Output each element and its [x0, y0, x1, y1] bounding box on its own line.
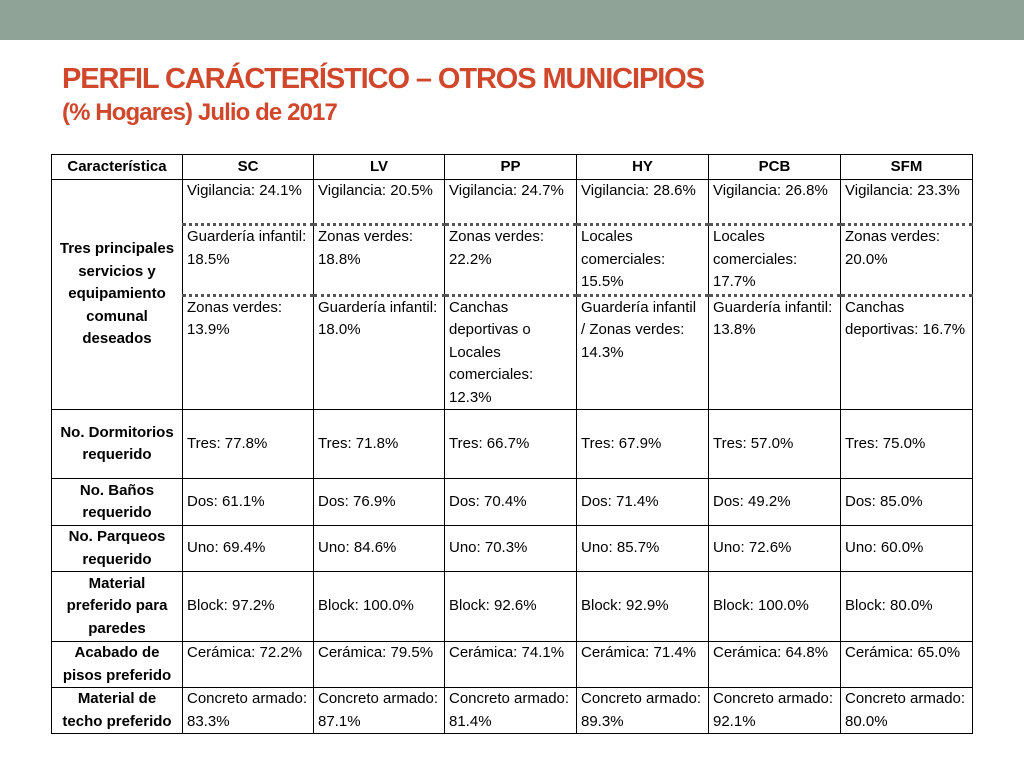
- table-cell: Vigilancia: 26.8%: [709, 180, 841, 225]
- table-row: [52, 410, 973, 479]
- table-cell: Tres: 77.8%: [183, 410, 314, 479]
- table-cell: Uno: 84.6%: [314, 526, 445, 572]
- table-cell: Cerámica: 74.1%: [445, 642, 577, 688]
- table-cell: Guardería infantil / Zonas verdes: 14.3%: [577, 295, 709, 410]
- table-cell: Concreto armado: 92.1%: [709, 688, 841, 734]
- top-bar: [0, 0, 1024, 40]
- table-cell: Dos: 85.0%: [841, 479, 973, 526]
- table-cell: Guardería infantil: 18.0%: [314, 295, 445, 410]
- header-sfm: SFM: [841, 155, 973, 180]
- table-cell: Block: 97.2%: [183, 572, 314, 642]
- table-cell: Dos: 76.9%: [314, 479, 445, 526]
- header-pcb: PCB: [709, 155, 841, 180]
- table-cell: Tres: 57.0%: [709, 410, 841, 479]
- header-sc: SC: [183, 155, 314, 180]
- table-cell: Block: 100.0%: [709, 572, 841, 642]
- table-cell: Tres: 71.8%: [314, 410, 445, 479]
- table-cell: Dos: 71.4%: [577, 479, 709, 526]
- table-row: [52, 688, 973, 734]
- table-header-row: [52, 155, 973, 180]
- table-row: [52, 572, 973, 642]
- table-cell: Dos: 70.4%: [445, 479, 577, 526]
- table-cell: Uno: 70.3%: [445, 526, 577, 572]
- table-cell: Zonas verdes: 13.9%: [183, 295, 314, 410]
- table-cell: Uno: 60.0%: [841, 526, 973, 572]
- table-cell: Concreto armado: 80.0%: [841, 688, 973, 734]
- table-cell: Block: 92.6%: [445, 572, 577, 642]
- table-cell: Concreto armado: 89.3%: [577, 688, 709, 734]
- table-cell: Block: 80.0%: [841, 572, 973, 642]
- header-lv: LV: [314, 155, 445, 180]
- table-cell: Vigilancia: 24.7%: [445, 180, 577, 225]
- header-pp: PP: [445, 155, 577, 180]
- header-caracteristica: Característica: [52, 155, 183, 180]
- table-cell: Uno: 72.6%: [709, 526, 841, 572]
- table-cell: Dos: 61.1%: [183, 479, 314, 526]
- table-cell: Tres: 75.0%: [841, 410, 973, 479]
- row-label-services: Tres principales servicios y equipamiento comunal deseados: [52, 180, 183, 410]
- header-hy: HY: [577, 155, 709, 180]
- row-label-pisos: Acabado de pisos preferido: [52, 642, 183, 688]
- table-cell: Cerámica: 72.2%: [183, 642, 314, 688]
- table-cell: Zonas verdes: 22.2%: [445, 225, 577, 296]
- table-cell: Vigilancia: 24.1%: [183, 180, 314, 225]
- table-row: [52, 295, 973, 410]
- row-label-techo: Material de techo preferido: [52, 688, 183, 734]
- table-cell: Zonas verdes: 18.8%: [314, 225, 445, 296]
- table-cell: Block: 100.0%: [314, 572, 445, 642]
- row-label-paredes: Material preferido para paredes: [52, 572, 183, 642]
- table-cell: Dos: 49.2%: [709, 479, 841, 526]
- table-row: [52, 180, 973, 225]
- table-cell: Cerámica: 71.4%: [577, 642, 709, 688]
- table-cell: Concreto armado: 81.4%: [445, 688, 577, 734]
- row-label-dormitorios: No. Dormitorios requerido: [52, 410, 183, 479]
- table-cell: Concreto armado: 83.3%: [183, 688, 314, 734]
- table-cell: Zonas verdes: 20.0%: [841, 225, 973, 296]
- table-cell: Canchas deportivas: 16.7%: [841, 295, 973, 410]
- table-cell: Guardería infantil: 18.5%: [183, 225, 314, 296]
- table-cell: Cerámica: 64.8%: [709, 642, 841, 688]
- profile-table: [51, 154, 973, 734]
- table-row: [52, 479, 973, 526]
- table-cell: Cerámica: 65.0%: [841, 642, 973, 688]
- table-cell: Guardería infantil: 13.8%: [709, 295, 841, 410]
- table-cell: Tres: 66.7%: [445, 410, 577, 479]
- table-cell: Locales comerciales: 17.7%: [709, 225, 841, 296]
- table-cell: Vigilancia: 23.3%: [841, 180, 973, 225]
- table-cell: Block: 92.9%: [577, 572, 709, 642]
- table-cell: Canchas deportivas o Locales comerciales: 12.3%: [445, 295, 577, 410]
- table-cell: Locales comerciales: 15.5%: [577, 225, 709, 296]
- table-row: [52, 225, 973, 296]
- slide-title: PERFIL CARÁCTERÍSTICO – OTROS MUNICIPIOS: [62, 63, 704, 95]
- row-label-parqueos: No. Parqueos requerido: [52, 526, 183, 572]
- table-row: [52, 642, 973, 688]
- slide-subtitle: (% Hogares) Julio de 2017: [62, 99, 337, 126]
- table-row: [52, 526, 973, 572]
- row-label-banos: No. Baños requerido: [52, 479, 183, 526]
- table-cell: Cerámica: 79.5%: [314, 642, 445, 688]
- table-cell: Uno: 85.7%: [577, 526, 709, 572]
- table-cell: Vigilancia: 20.5%: [314, 180, 445, 225]
- table-cell: Tres: 67.9%: [577, 410, 709, 479]
- table-cell: Vigilancia: 28.6%: [577, 180, 709, 225]
- table-cell: Concreto armado: 87.1%: [314, 688, 445, 734]
- table-cell: Uno: 69.4%: [183, 526, 314, 572]
